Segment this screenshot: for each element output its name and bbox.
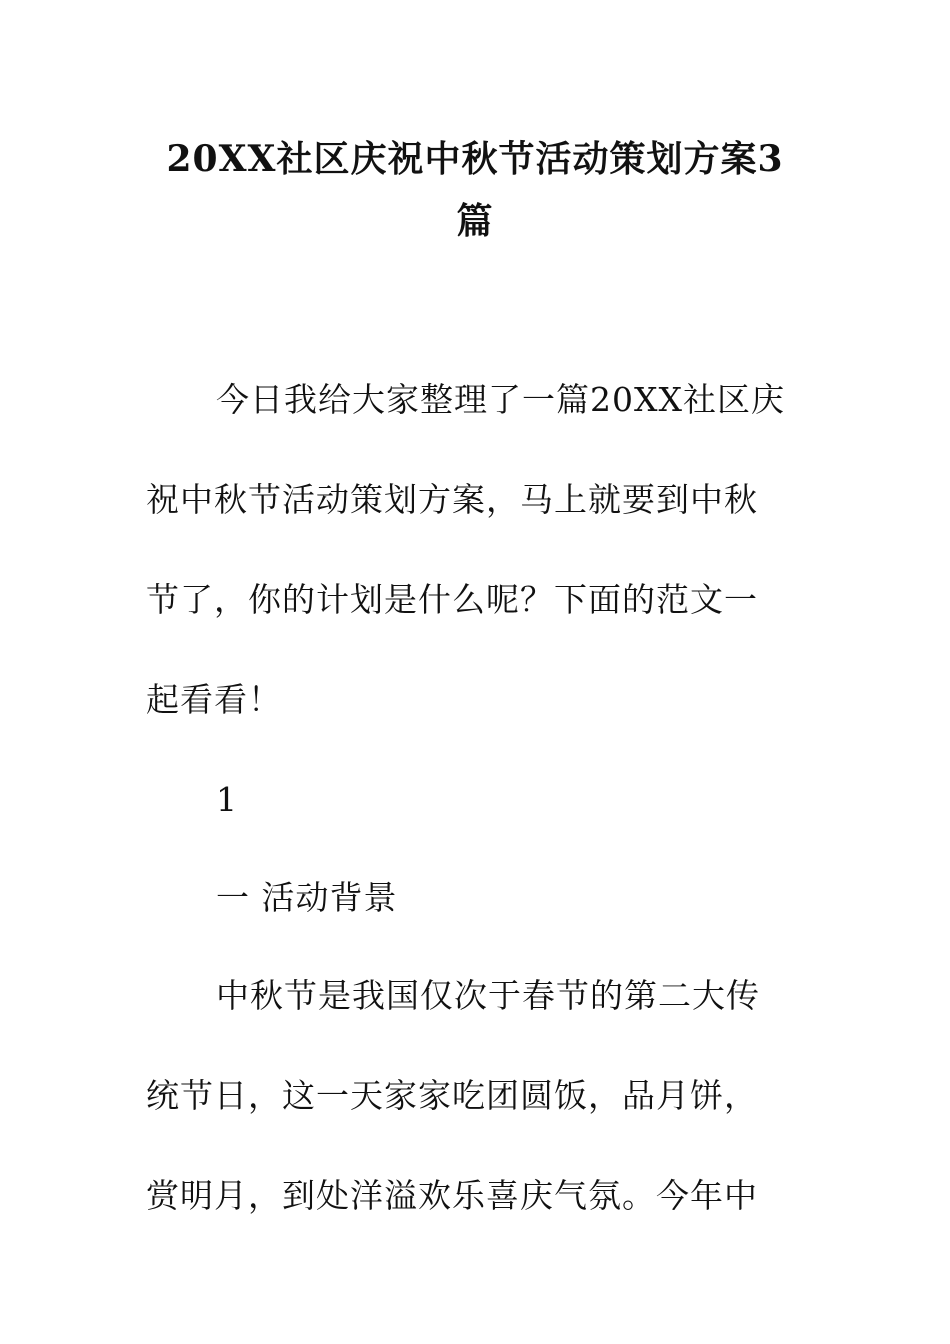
section-heading: 一 活动背景	[216, 878, 398, 917]
section-number: 1	[216, 780, 238, 819]
body-line-1: 中秋节是我国仅次于春节的第二大传	[216, 976, 760, 1015]
title-line-1: 20XX社区庆祝中秋节活动策划方案3	[166, 138, 784, 180]
intro-line-4: 起看看！	[146, 680, 282, 719]
intro-line-1: 今日我给大家整理了一篇20XX社区庆	[216, 380, 785, 419]
intro-line-2: 祝中秋节活动策划方案，马上就要到中秋	[146, 480, 758, 519]
body-line-2: 统节日，这一天家家吃团圆饭，品月饼，	[146, 1076, 758, 1115]
title-line-2: 篇	[456, 200, 494, 242]
intro-line-3: 节了，你的计划是什么呢？下面的范文一	[146, 580, 758, 619]
body-line-3: 赏明月，到处洋溢欢乐喜庆气氛。今年中	[146, 1176, 758, 1215]
document-title	[140, 128, 810, 252]
